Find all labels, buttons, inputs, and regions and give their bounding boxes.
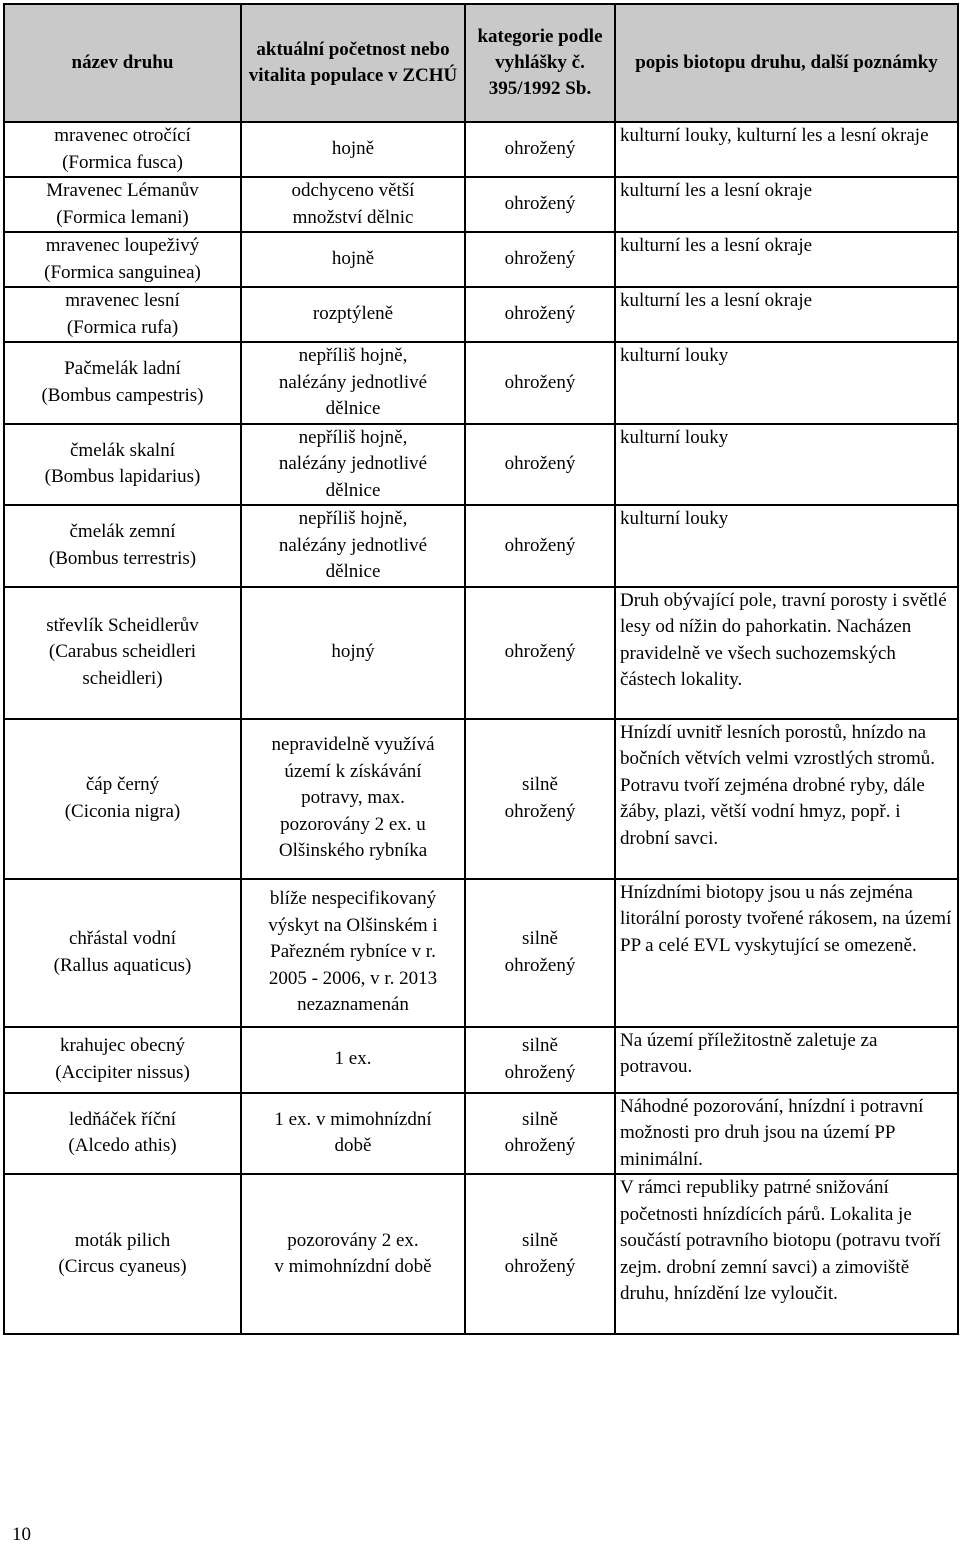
notes-cell-text: kulturní les a lesní okraje	[620, 180, 813, 201]
notes-cell-text: Hnízdními biotopy jsou u nás zejména litorální porosty tvořené rákosem, na území PP a celé EVL vyskytující se omezeně.	[620, 881, 952, 956]
category-cell	[465, 287, 615, 342]
category-cell-text: silně ohrožený	[504, 774, 576, 822]
category-cell	[465, 342, 615, 424]
species-name-cell-text: mravenec loupeživý (Formica sanguinea)	[44, 235, 201, 283]
category-cell-text: ohrožený	[504, 641, 576, 663]
abundance-cell-text: odchyceno větší množství dělnic	[291, 180, 415, 228]
category-cell	[465, 879, 615, 1027]
notes-cell	[615, 879, 958, 1027]
abundance-cell-text: blíže nespecifikovaný výskyt na Olšinském i Pařezném rybníce v r. 2005 - 2006, v r. 2013 nezaznamenán	[268, 888, 438, 1016]
notes-cell	[615, 505, 958, 587]
category-cell	[465, 122, 615, 177]
category-cell	[465, 505, 615, 587]
category-cell-text: ohrožený	[504, 453, 576, 474]
abundance-cell-text: nepříliš hojně, nalézány jednotlivé dělnice	[278, 508, 428, 582]
category-cell-text: ohrožený	[504, 303, 576, 325]
notes-cell-text: kulturní louky	[620, 345, 729, 366]
abundance-cell	[241, 122, 465, 177]
header-species-name: název druhu	[4, 4, 241, 122]
species-name-cell-text: Mravenec Lémanův (Formica lemani)	[46, 180, 199, 228]
notes-cell-text: Na území příležitostně zaletuje za potravou.	[620, 1029, 878, 1077]
species-name-cell-text: čmelák zemní (Bombus terrestris)	[48, 521, 197, 569]
abundance-cell-text: hojný	[331, 641, 375, 663]
notes-cell	[615, 1093, 958, 1175]
species-name-cell-text: mravenec lesní (Formica rufa)	[65, 290, 180, 338]
abundance-cell	[241, 719, 465, 879]
category-cell	[465, 1093, 615, 1175]
notes-cell-text: kulturní les a lesní okraje	[620, 290, 813, 311]
notes-cell	[615, 719, 958, 879]
category-cell-text: ohrožený	[504, 371, 576, 393]
abundance-cell	[241, 424, 465, 506]
abundance-cell	[241, 1174, 465, 1334]
notes-cell	[615, 424, 958, 506]
abundance-cell	[241, 505, 465, 587]
abundance-cell	[241, 342, 465, 424]
species-name-cell-text: moták pilich (Circus cyaneus)	[58, 1229, 187, 1277]
table-row	[4, 587, 958, 719]
category-cell	[465, 1174, 615, 1334]
species-name-cell-text: mravenec otročící (Formica fusca)	[54, 125, 191, 173]
notes-cell	[615, 287, 958, 342]
abundance-cell-text: nepříliš hojně, nalézány jednotlivé dělnice	[278, 345, 428, 419]
abundance-cell-text: rozptýleně	[312, 303, 394, 325]
notes-cell-text: kulturní louky	[620, 508, 729, 529]
species-name-cell-text: Pačmelák ladní (Bombus campestris)	[41, 358, 204, 406]
category-cell-text: silně ohrožený	[504, 1229, 576, 1277]
notes-cell-text: Druh obývající pole, travní porosty i světlé lesy od nížin do pahorkatin. Nacházen pravidelně ve všech suchozemských částech lokality.	[620, 589, 947, 690]
species-name-cell	[4, 1093, 241, 1175]
notes-cell	[615, 1027, 958, 1093]
species-name-cell	[4, 505, 241, 587]
abundance-cell	[241, 587, 465, 719]
notes-cell	[615, 342, 958, 424]
abundance-cell-text: 1 ex.	[334, 1048, 372, 1070]
species-name-cell-text: čáp černý (Ciconia nigra)	[64, 774, 181, 822]
category-cell	[465, 1027, 615, 1093]
species-name-cell-text: ledňáček říční (Alcedo athis)	[68, 1108, 177, 1157]
species-name-cell-text: chřástal vodní (Rallus aquaticus)	[53, 928, 192, 976]
species-name-cell	[4, 122, 241, 177]
notes-cell-text: V rámci republiky patrné snižování početnosti hnízdících párů. Lokalita je součástí potravního biotopu (potravu tvoří zejm. drobní zemní savci) a zimoviště druhu, hnízdění lze vyloučit.	[620, 1177, 941, 1304]
notes-cell-text: Náhodné pozorování, hnízdní i potravní možnosti pro druh jsou na území PP minimální.	[620, 1095, 924, 1170]
species-name-cell	[4, 1027, 241, 1093]
species-name-cell-text: čmelák skalní (Bombus lapidarius)	[44, 439, 201, 488]
abundance-cell-text: 1 ex. v mimohnízdní době	[274, 1108, 432, 1157]
notes-cell	[615, 1174, 958, 1334]
header-category: kategorie podle vyhlášky č. 395/1992 Sb.	[465, 4, 615, 122]
category-cell	[465, 424, 615, 506]
abundance-cell	[241, 232, 465, 287]
header-abundance: aktuální početnost nebo vitalita populace v ZCHÚ	[241, 4, 465, 122]
table-row	[4, 1174, 958, 1334]
notes-cell-text: kulturní louky	[620, 426, 729, 448]
header-row	[4, 4, 958, 122]
category-cell-text: silně ohrožený	[504, 1108, 576, 1157]
table-row	[4, 342, 958, 424]
abundance-cell	[241, 879, 465, 1027]
category-cell	[465, 232, 615, 287]
table-row	[4, 879, 958, 1027]
abundance-cell-text: hojně	[331, 248, 375, 270]
table-row	[4, 1093, 958, 1175]
table-row	[4, 505, 958, 587]
table-row	[4, 287, 958, 342]
category-cell-text: silně ohrožený	[504, 1035, 576, 1083]
category-cell	[465, 587, 615, 719]
table-row	[4, 424, 958, 506]
abundance-cell	[241, 177, 465, 232]
species-name-cell	[4, 232, 241, 287]
header-notes: popis biotopu druhu, další poznámky	[615, 4, 958, 122]
abundance-cell	[241, 1093, 465, 1175]
species-name-cell-text: krahujec obecný (Accipiter nissus)	[55, 1035, 190, 1083]
category-cell	[465, 719, 615, 879]
category-cell-text: ohrožený	[504, 248, 576, 270]
species-name-cell	[4, 177, 241, 232]
category-cell-text: ohrožený	[504, 193, 576, 215]
abundance-cell-text: hojně	[331, 138, 375, 160]
notes-cell-text: kulturní les a lesní okraje	[620, 235, 813, 256]
species-name-cell	[4, 587, 241, 719]
table-row	[4, 122, 958, 177]
category-cell-text: ohrožený	[504, 138, 576, 160]
species-name-cell-text: střevlík Scheidlerův (Carabus scheidleri scheidleri)	[46, 614, 199, 689]
notes-cell	[615, 587, 958, 719]
abundance-cell-text: pozorovány 2 ex. v mimohnízdní době	[274, 1229, 432, 1277]
category-cell-text: ohrožený	[504, 534, 576, 556]
abundance-cell-text: nepříliš hojně, nalézány jednotlivé dělnice	[278, 426, 428, 501]
table-row	[4, 177, 958, 232]
table-body	[4, 122, 958, 1334]
species-name-cell	[4, 424, 241, 506]
species-name-cell	[4, 1174, 241, 1334]
species-name-cell	[4, 719, 241, 879]
species-name-cell	[4, 287, 241, 342]
abundance-cell	[241, 1027, 465, 1093]
abundance-cell-text: nepravidelně využívá území k získávání potravy, max. pozorovány 2 ex. u Olšinského rybníka	[271, 734, 435, 862]
table-row	[4, 719, 958, 879]
species-name-cell	[4, 879, 241, 1027]
notes-cell	[615, 232, 958, 287]
table-row	[4, 1027, 958, 1093]
notes-cell-text: kulturní louky, kulturní les a lesní okraje	[620, 125, 929, 146]
abundance-cell	[241, 287, 465, 342]
category-cell-text: silně ohrožený	[504, 928, 576, 976]
notes-cell	[615, 177, 958, 232]
category-cell	[465, 177, 615, 232]
table-row	[4, 232, 958, 287]
species-table	[3, 3, 959, 1335]
page-number: 10	[12, 1524, 31, 1545]
species-name-cell	[4, 342, 241, 424]
notes-cell	[615, 122, 958, 177]
notes-cell-text: Hnízdí uvnitř lesních porostů, hnízdo na bočních větvích velmi vzrostlých stromů. Potravu tvoří zejména drobné ryby, dále žáby, plazi, větší vodní hmyz, popř. i drobní savci.	[620, 721, 936, 849]
